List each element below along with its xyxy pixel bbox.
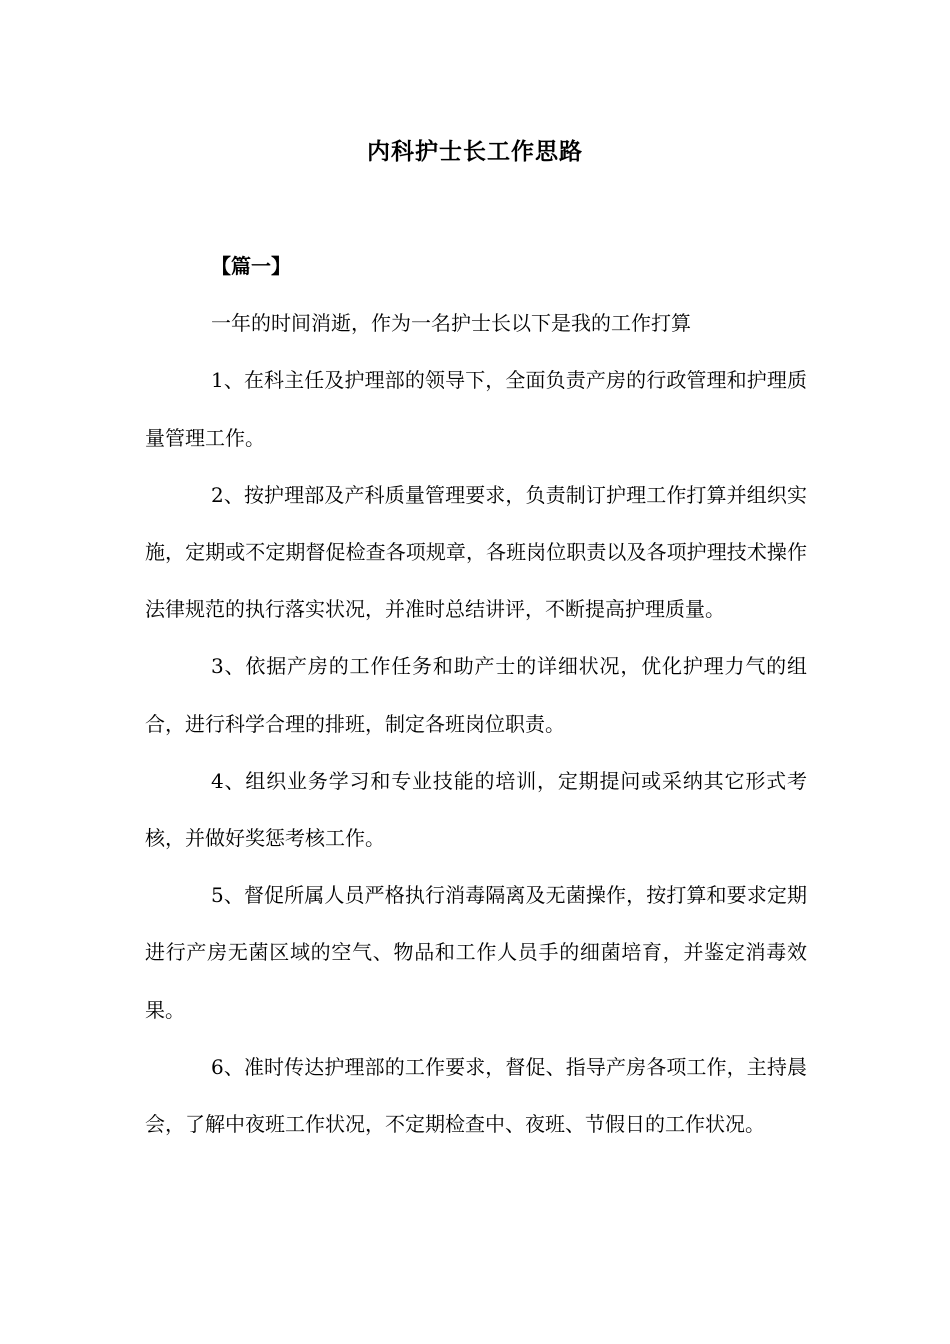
document-body: [145, 238, 807, 1153]
item-paragraph-5: 5、督促所属人员严格执行消毒隔离及无菌操作，按打算和要求定期进行产房无菌区域的空气、物品和工作人员手的细菌培育，并鉴定消毒效果。: [145, 883, 807, 1022]
intro-paragraph: 一年的时间消逝，作为一名护士长以下是我的工作打算: [211, 311, 691, 336]
section-label: 【篇一】: [211, 254, 291, 278]
item-paragraph-3: 3、依据产房的工作任务和助产士的详细状况，优化护理力气的组合，进行科学合理的排班，制定各班岗位职责。: [145, 654, 807, 736]
item-paragraph-1: 1、在科主任及护理部的领导下，全面负责产房的行政管理和护理质量管理工作。: [145, 368, 807, 450]
document-title: 内科护士长工作思路: [367, 138, 583, 165]
item-paragraph-2: 2、按护理部及产科质量管理要求，负责制订护理工作打算并组织实施，定期或不定期督促检查各项规章，各班岗位职责以及各项护理技术操作法律规范的执行落实状况，并准时总结讲评，不断提高护理质量。: [145, 482, 807, 622]
item-paragraph-6: 6、准时传达护理部的工作要求，督促、指导产房各项工作，主持晨会，了解中夜班工作状况，不定期检查中、夜班、节假日的工作状况。: [145, 1054, 807, 1137]
item-paragraph-4: 4、组织业务学习和专业技能的培训，定期提问或采纳其它形式考核，并做好奖惩考核工作。: [145, 768, 807, 851]
